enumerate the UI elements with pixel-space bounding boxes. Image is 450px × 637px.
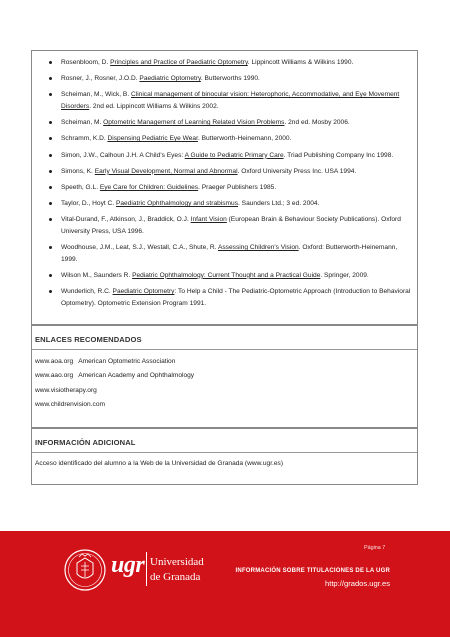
ref-title-link[interactable]: Principles and Practice of Paediatric Optometry [110, 59, 248, 66]
reference-item [46, 214, 411, 237]
footer-title: INFORMACIÓN SOBRE TITULACIONES DE LA UGR [235, 568, 390, 574]
reference-item [46, 182, 411, 194]
ref-authors: Rosenbloom, D. [61, 59, 111, 66]
ref-publisher: . Triad Publishing Company Inc 1998. [283, 151, 394, 159]
ref-publisher: . Butterworths 1990. [200, 75, 260, 83]
ref-publisher: . Praeger Publishers 1985. [198, 183, 277, 191]
ref-authors: Vital-Durand, F., Atkinson, J., Braddick, O.J. [61, 216, 191, 224]
ref-title-link[interactable]: Dispensing Pediatric Eye Wear [107, 135, 198, 143]
links-section-title: ENLACES RECOMENDADOS [32, 326, 417, 350]
reference-item [46, 133, 411, 145]
info-text: Acceso identificado del alumno a la Web de la Universidad de Granada (www.ugr.es) [35, 460, 284, 467]
info-section-title: INFORMACIÓN ADICIONAL [32, 429, 417, 453]
logo-divider [146, 552, 147, 586]
reference-item [46, 166, 411, 178]
ref-title-link[interactable]: Infant Vision [190, 216, 227, 224]
ref-title-link[interactable]: Assessing Children's Vision [217, 244, 299, 252]
ref-title-link[interactable]: A Guide to Pediatric Primary Care [184, 151, 284, 159]
ref-authors: Simons, K. [61, 167, 95, 175]
link-row [35, 384, 417, 398]
reference-item [46, 117, 411, 129]
ref-publisher: . Springer, 2009. [320, 271, 369, 279]
link-row [35, 398, 417, 412]
link-row [35, 369, 417, 383]
ref-authors: Scheiman, M., Wick, B. [61, 91, 131, 99]
reference-list [32, 51, 417, 309]
link-row [35, 355, 417, 369]
university-crest-icon [64, 547, 106, 593]
ref-publisher: . Oxford University Press Inc. USA 1994. [237, 167, 357, 175]
ref-authors: Rosner, J., Rosner, J.O.D. [61, 75, 140, 83]
ref-publisher: . Saunders Ltd.; 3 ed. 2004. [238, 200, 320, 208]
ref-publisher: . Oxford: Butterworth-Heinemann, 1999. [61, 244, 398, 263]
link-desc: American Optometric Association [78, 358, 176, 365]
page-number: Página 7 [364, 545, 386, 551]
ref-title-link[interactable]: Pediatric Ophthalmology: Current Thought and a Practical Guide [132, 271, 321, 279]
reference-item [46, 150, 411, 162]
university-name-line1: Universidad [150, 556, 204, 568]
reference-item [46, 89, 411, 112]
ref-authors: Wunderlich, R.C. [61, 288, 113, 296]
ref-title-link[interactable]: Clinical management of binocular vision: Heterophoric, Accommodative, and Eye Movement Disorders [61, 91, 400, 110]
reference-item [46, 286, 411, 309]
link-url[interactable]: www.childrenvision.com [35, 401, 105, 409]
ref-title-link[interactable]: Paediatric Optometry [139, 75, 201, 83]
ref-publisher: . Lippincott Williams & Wilkins 1990. [247, 59, 354, 66]
ref-authors: Simon, J.W., Calhoun J.H. A Child's Eyes: [61, 151, 185, 159]
ref-authors: Schramm, K.D. [61, 135, 108, 143]
ref-title-link[interactable]: Optometric Management of Learning Related Vision Problems [103, 119, 285, 127]
link-url[interactable]: www.aao.org [35, 372, 74, 380]
reference-item [46, 73, 411, 85]
ref-authors: Scheiman, M. [61, 119, 104, 127]
ref-publisher: : To Help a Child - The Pediatric-Optometric Approach (Introduction to Behavioral Optometry). Optometric Extension Program 1991. [61, 288, 411, 307]
ref-title-link[interactable]: Paediatric Optometry [112, 288, 175, 296]
ref-publisher: . 2nd ed. Mosby 2006. [284, 119, 350, 127]
ref-authors: Taylor, D., Hoyt C. [61, 200, 116, 208]
reference-item [46, 57, 411, 69]
recommended-links-box [31, 325, 418, 428]
ref-authors: Woodhouse, J.M., Leat, S.J., Westall, C.A., Shute, R. [61, 244, 218, 252]
ugr-logotype: ugr [111, 552, 145, 578]
link-url[interactable]: www.aoa.org [35, 358, 74, 365]
university-name-line2: de Granada [150, 571, 201, 583]
ref-authors: Wilson M., Saunders R. [61, 271, 133, 279]
ref-authors: Speeth, G.L. [61, 183, 100, 191]
footer-url-link[interactable]: http://grados.ugr.es [324, 579, 390, 588]
ref-publisher: (European Brain & Behaviour Society Publications). Oxford University Press, USA 1996. [61, 216, 401, 235]
ref-publisher: . 2nd ed. Lippincott Williams & Wilkins 2002. [89, 102, 219, 110]
link-url[interactable]: www.visiotherapy.org [35, 386, 97, 394]
ref-title-link[interactable]: Eye Care for Children: Guidelines [99, 183, 199, 191]
links-list [32, 350, 417, 413]
link-desc: American Academy and Ophthalmology [78, 372, 195, 380]
ref-publisher: . Butterworth-Heinemann, 2000. [197, 135, 292, 143]
ref-title-link[interactable]: Paediatric Ophthalmology and strabismus [115, 200, 239, 208]
reference-item [46, 198, 411, 210]
ref-title-link[interactable]: Early Visual Development, Normal and Abnormal [94, 167, 238, 175]
references-box [31, 50, 418, 325]
reference-item [46, 242, 411, 265]
additional-info-box [31, 428, 418, 485]
reference-item [46, 270, 411, 282]
